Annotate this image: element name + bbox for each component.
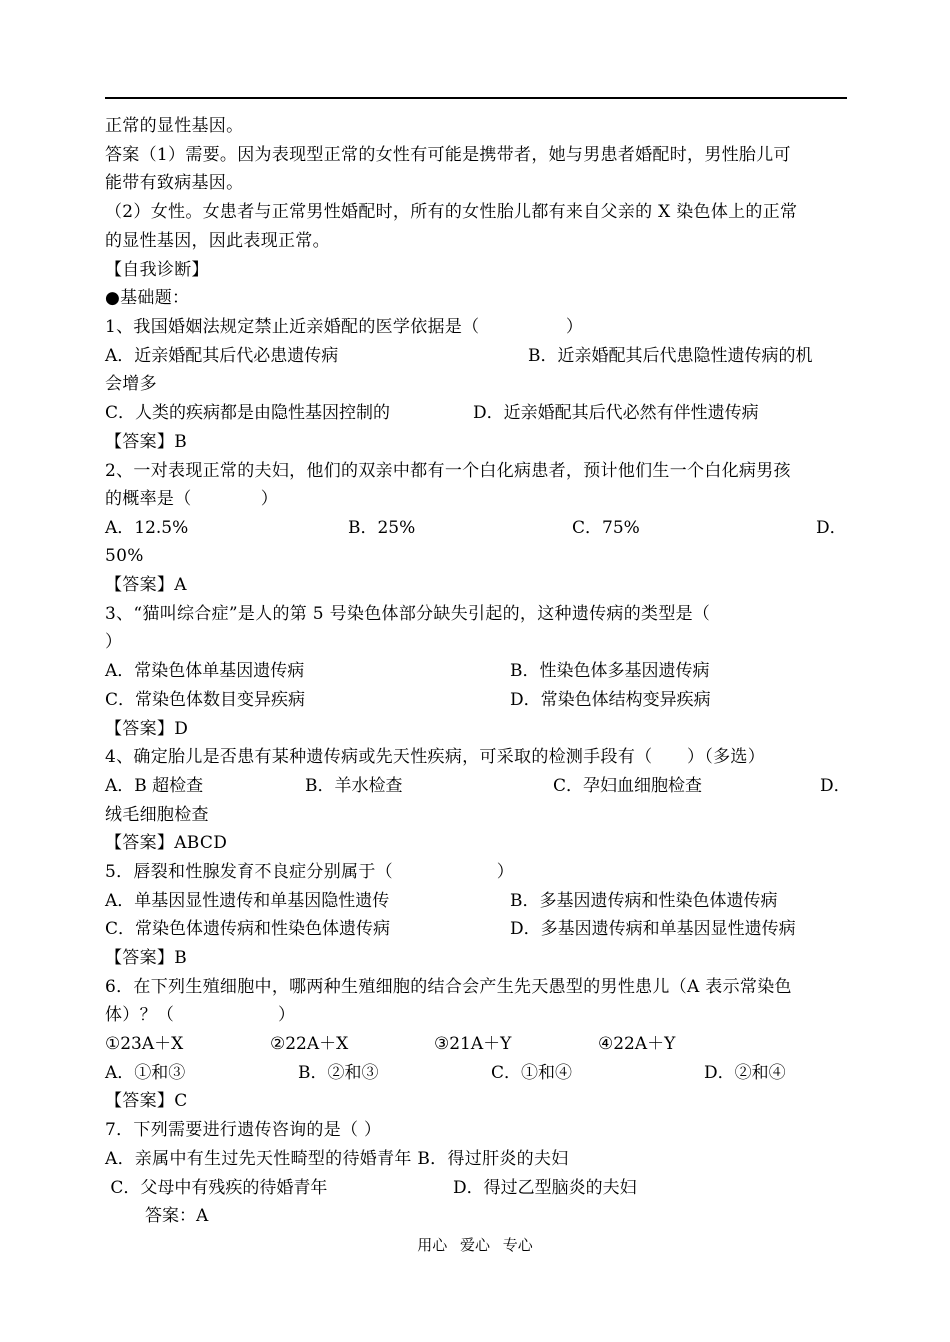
q4-answer: 【答案】ABCD <box>105 833 228 853</box>
q3-stem-1: 3、“猫叫综合症”是人的第 5 号染色体部分缺失引起的，这种遗传病的类型是（ <box>105 604 711 624</box>
page-footer: 用心 爱心 专心 <box>417 1236 533 1254</box>
q7-stem: 7．下列需要进行遗传咨询的是（ ） <box>105 1120 382 1140</box>
q2-option-c: C．75% <box>572 518 640 538</box>
q3-option-a: A．常染色体单基因遗传病 <box>105 661 305 681</box>
q5-stem: 5．唇裂和性腺发育不良症分别属于（ ） <box>105 862 515 882</box>
q4-option-b: B．羊水检查 <box>305 776 403 796</box>
q6-option-a: A．①和③ <box>105 1063 186 1083</box>
q7-options-ab: A．亲属中有生过先天性畸型的待婚青年 B．得过肝炎的夫妇 <box>105 1149 569 1169</box>
q2-option-d: D． <box>816 518 847 538</box>
q6-stem-2: 体）？（ ） <box>105 1005 296 1025</box>
q1-option-b: B．近亲婚配其后代患隐性遗传病的机 <box>528 346 813 366</box>
q6-gamete-4: ④22A＋Y <box>598 1034 676 1054</box>
intro-line-5: 的显性基因，因此表现正常。 <box>105 231 330 251</box>
intro-line-3: 能带有致病基因。 <box>105 173 244 193</box>
q6-gamete-1: ①23A＋X <box>105 1034 184 1054</box>
q7-option-c: C．父母中有残疾的待婚青年 <box>105 1178 328 1198</box>
q2-option-a: A．12.5% <box>105 518 189 538</box>
q6-option-b: B．②和③ <box>298 1063 379 1083</box>
q6-option-d: D．②和④ <box>704 1063 786 1083</box>
q2-answer: 【答案】A <box>105 575 187 595</box>
q6-answer: 【答案】C <box>105 1091 188 1111</box>
q1-answer: 【答案】B <box>105 432 187 452</box>
q4-option-d: D． <box>820 776 851 796</box>
q3-option-b: B．性染色体多基因遗传病 <box>510 661 710 681</box>
q3-answer: 【答案】D <box>105 719 189 739</box>
q3-option-c: C．常染色体数目变异疾病 <box>105 690 306 710</box>
q6-option-c: C．①和④ <box>491 1063 573 1083</box>
q4-option-c: C．孕妇血细胞检查 <box>553 776 703 796</box>
section-subtitle: ●基础题： <box>105 288 190 308</box>
q6-gamete-3: ③21A＋Y <box>434 1034 512 1054</box>
q4-stem: 4、确定胎儿是否患有某种遗传病或先天性疾病，可采取的检测手段有（ ）（多选） <box>105 747 766 767</box>
q3-option-d: D．常染色体结构变异疾病 <box>510 690 711 710</box>
q1-stem: 1、我国婚姻法规定禁止近亲婚配的医学依据是（ ） <box>105 317 584 337</box>
q7-answer: 答案：A <box>145 1206 209 1226</box>
q2-stem-1: 2、一对表现正常的夫妇，他们的双亲中都有一个白化病患者，预计他们生一个白化病男孩 <box>105 461 791 481</box>
q7-option-d: D．得过乙型脑炎的夫妇 <box>453 1178 637 1198</box>
header-rule <box>105 97 847 99</box>
q2-option-d-cont: 50% <box>105 546 144 566</box>
q5-option-c: C．常染色体遗传病和性染色体遗传病 <box>105 919 391 939</box>
q5-answer: 【答案】B <box>105 948 187 968</box>
intro-line-2: 答案（1）需要。因为表现型正常的女性有可能是携带者，她与男患者婚配时，男性胎儿可 <box>105 145 791 165</box>
q1-option-d: D．近亲婚配其后代必然有伴性遗传病 <box>473 403 759 423</box>
q6-stem-1: 6．在下列生殖细胞中，哪两种生殖细胞的结合会产生先天愚型的男性患儿（A 表示常染色 <box>105 977 792 997</box>
q5-option-b: B．多基因遗传病和性染色体遗传病 <box>510 891 778 911</box>
q4-option-a: A．B 超检查 <box>105 776 204 796</box>
q3-stem-2: ） <box>105 632 123 652</box>
q5-option-a: A．单基因显性遗传和单基因隐性遗传 <box>105 891 390 911</box>
q1-option-a: A．近亲婚配其后代必患遗传病 <box>105 346 339 366</box>
q5-option-d: D．多基因遗传病和单基因显性遗传病 <box>510 919 796 939</box>
q6-gamete-2: ②22A＋X <box>270 1034 349 1054</box>
section-title: 【自我诊断】 <box>105 260 209 280</box>
q2-stem-2: 的概率是（ ） <box>105 489 278 509</box>
q1-option-b-cont: 会增多 <box>105 374 157 394</box>
q4-option-d-cont: 绒毛细胞检查 <box>105 805 209 825</box>
q2-option-b: B．25% <box>348 518 416 538</box>
intro-line-1: 正常的显性基因。 <box>105 116 244 136</box>
q1-option-c: C．人类的疾病都是由隐性基因控制的 <box>105 403 391 423</box>
intro-line-4: （2）女性。女患者与正常男性婚配时，所有的女性胎儿都有来自父亲的 X 染色体上的正常 <box>105 202 798 222</box>
